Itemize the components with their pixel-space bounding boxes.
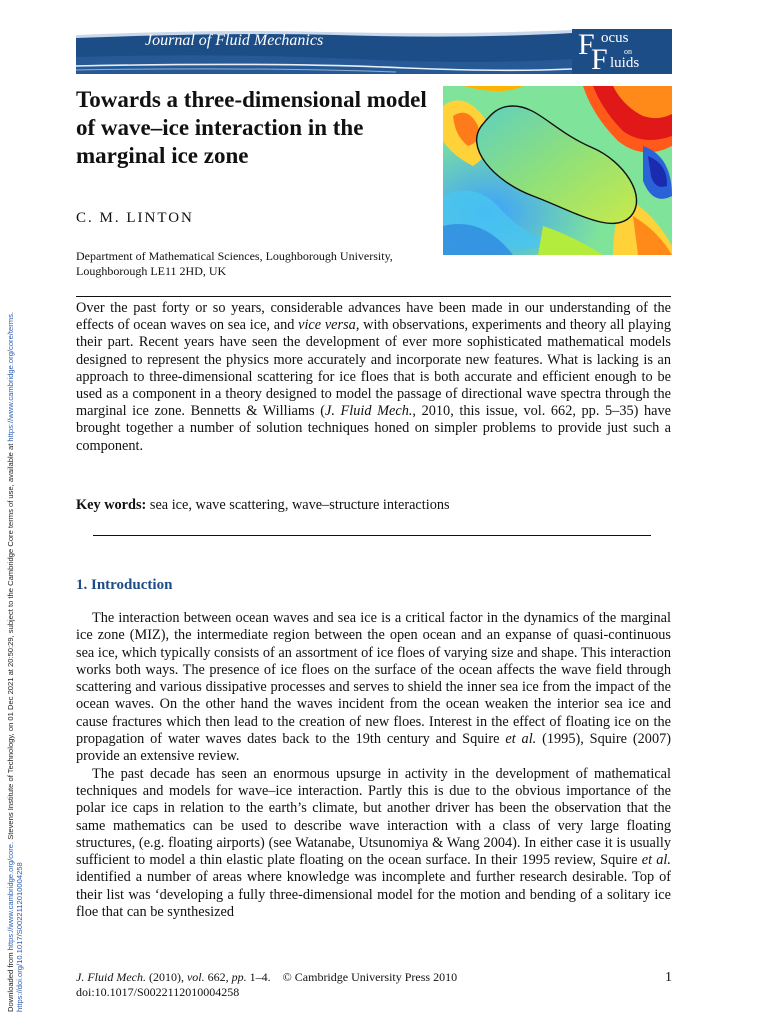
body-paragraph-1 — [76, 610, 671, 766]
journal-title: Journal of Fluid Mechanics — [145, 32, 324, 49]
paragraph-emphasis: et al. — [641, 852, 671, 869]
footer-volume: 662, — [204, 970, 232, 984]
footer-doi: doi:10.1017/S0022112010004258 — [76, 985, 240, 999]
focus-on-fluids-logo — [572, 29, 672, 74]
download-note — [6, 312, 24, 1012]
abstract-citation: J. Fluid Mech. — [324, 403, 413, 420]
abstract-text: , with observations, experiments and theory all playing their part. Recent years have seen the development of ever more sophisticated mathematical models designed to represent the physics more accurately and incorporate new features. What is lacking is an approach to three-dimensional scattering for ice floes that is both accurate and efficient enough to be used as a component in a theory designed to model the passage of directional wave spectra through the marginal ice zone. Bennetts & Williams ( — [76, 317, 671, 420]
abstract-text: , 2010, this issue, vol. 662, pp. 5–35) have brought together a number of solution techniques honed on simpler problems to provide just such a component. — [76, 403, 671, 454]
keywords-label: Key words: — [76, 497, 147, 513]
download-note-strip — [0, 0, 24, 1024]
abstract-text: Over the past forty or so years, considerable advances have been made in our understanding of the effects of ocean waves on sea ice, and — [76, 300, 671, 334]
abstract-top-rule — [76, 296, 671, 297]
paragraph-text: The interaction between ocean waves and sea ice is a critical factor in the dynamics of the marginal ice zone (MIZ), the intermediate region between the open ocean and an expanse of quasi-continuous sea ice, which typically consists of an assortment of ice floes of varying size and shape. This interaction works both ways. The presence of ice floes on the surface of the ocean affects the wave field through scattering and various dissipative processes and serves to shield the inner sea ice from the impact of the ocean waves. On the other hand the waves incident from the ocean weaken the interior sea ice and cause fractures which then lead to the creation of new floes. Interest in the effect of floating ice on the propagation of water waves dates back to the 19th century and Squire — [76, 610, 671, 748]
download-note-text: Downloaded from — [6, 950, 15, 1012]
author-affiliation: Department of Mathematical Sciences, Loughborough University, Loughborough LE11 2HD, UK — [76, 249, 393, 278]
wave-field-image — [443, 86, 672, 255]
keywords-bottom-rule — [93, 535, 651, 536]
footer-pages: 1–4. — [246, 970, 271, 984]
logo-letter-f: F — [578, 28, 595, 61]
terms-link[interactable]: https://www.cambridge.org/core/terms — [6, 314, 15, 442]
footer-pp-label: pp. — [231, 970, 247, 984]
keywords — [76, 497, 671, 514]
citation-line — [76, 970, 672, 985]
wave-field-figure — [443, 86, 672, 255]
logo-focus-text: ocus — [601, 30, 629, 46]
body-text — [76, 610, 671, 921]
footer-vol-label: vol. — [186, 970, 205, 984]
logo-on-text: on — [624, 47, 632, 56]
paragraph-text: identified a number of areas where knowledge was incomplete and further research desirable. Top of their list was ‘developing a fully three-dimensional model for the motion and bending of a solitary ice floe that can be synthesized — [76, 869, 671, 921]
footer-year: (2010), — [145, 970, 187, 984]
section-heading: 1. Introduction — [76, 577, 173, 593]
download-note-line2 — [15, 312, 24, 1012]
keywords-value: sea ice, wave scattering, wave–structure interactions — [149, 497, 450, 513]
abstract-emphasis: vice versa — [298, 317, 356, 334]
footer-journal: J. Fluid Mech. — [76, 970, 146, 984]
footer-copyright: © Cambridge University Press 2010 — [282, 970, 458, 984]
page-number: 1 — [665, 970, 672, 985]
logo-fluids-text: luids — [610, 55, 640, 71]
paragraph-text: The past decade has seen an enormous upsurge in activity in the development of mathematical techniques and models for wave–ice interaction. Partly this is due to the obvious importance of the polar ice caps in relation to the earth’s climate, but another driver has been the observation that the same mathematics can be used to describe wave interaction with a class of very large floating structures, (e.g. floating airports) (see Watanabe, Utsunomiya & Wang 2004). In either case it is usually sufficient to model a thin elastic plate floating on the ocean surface. In their 1995 review, Squire — [76, 765, 671, 869]
abstract — [76, 300, 671, 455]
doi-link[interactable]: https://doi.org/10.1017/S0022112010004258 — [15, 862, 24, 1012]
paragraph-text: (1995), Squire (2007) provide an extensive review. — [76, 731, 671, 765]
article-author: C. M. LINTON — [76, 210, 194, 226]
download-note-text: . Stevens Institute of Technology, on 01 Dec 2021 at 20:50:29, subject to the Cambridge Core terms of use, available at — [6, 441, 15, 844]
download-note-text: . — [6, 311, 15, 315]
body-paragraph-2 — [76, 766, 671, 922]
page-footer — [76, 970, 672, 1000]
download-note-line1 — [6, 312, 15, 1012]
paragraph-emphasis: et al. — [505, 731, 537, 748]
logo-letter-f: F — [591, 43, 608, 76]
cambridge-core-link[interactable]: https://www.cambridge.org/core — [6, 844, 15, 951]
article-title: Towards a three-dimensional model of wave–ice interaction in the marginal ice zone — [76, 87, 427, 168]
